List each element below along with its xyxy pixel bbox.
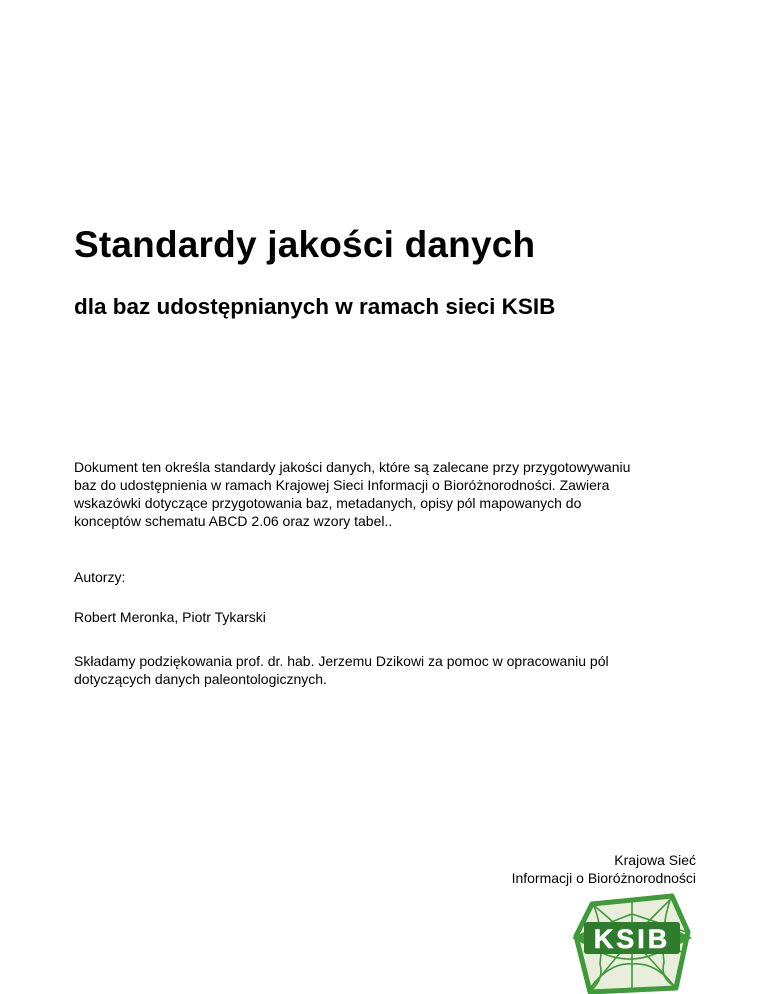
logo-text: KSIB	[593, 924, 671, 954]
authors-names: Robert Meronka, Piotr Tykarski	[74, 609, 266, 625]
document-abstract	[74, 458, 714, 530]
abstract-line: baz do udostępnienia w ramach Krajowej Sieci Informacji o Bioróżnorodności. Zawiera	[74, 477, 610, 493]
document-title: Standardy jakości danych	[74, 224, 536, 265]
document-subtitle: dla baz udostępnianych w ramach sieci KSIB	[74, 294, 556, 319]
ksib-logo	[570, 892, 694, 994]
organization-name-line2: Informacji o Bioróżnorodności	[511, 870, 696, 886]
acknowledgement	[74, 652, 609, 688]
abstract-line: konceptów schematu ABCD 2.06 oraz wzory tabel..	[74, 513, 393, 529]
authors-label: Autorzy:	[74, 569, 126, 585]
organization-name-line1: Krajowa Sieć	[614, 852, 696, 868]
abstract-line: wskazówki dotyczące przygotowania baz, metadanych, opisy pól mapowanych do	[74, 495, 582, 511]
abstract-line: Dokument ten określa standardy jakości danych, które są zalecane przy przygotowywaniu	[74, 459, 631, 475]
organization-name	[512, 851, 696, 887]
acknowledgement-line: dotyczących danych paleontologicznych.	[74, 671, 327, 687]
acknowledgement-line: Składamy podziękowania prof. dr. hab. Jerzemu Dzikowi za pomoc w opracowaniu pól	[74, 653, 609, 669]
